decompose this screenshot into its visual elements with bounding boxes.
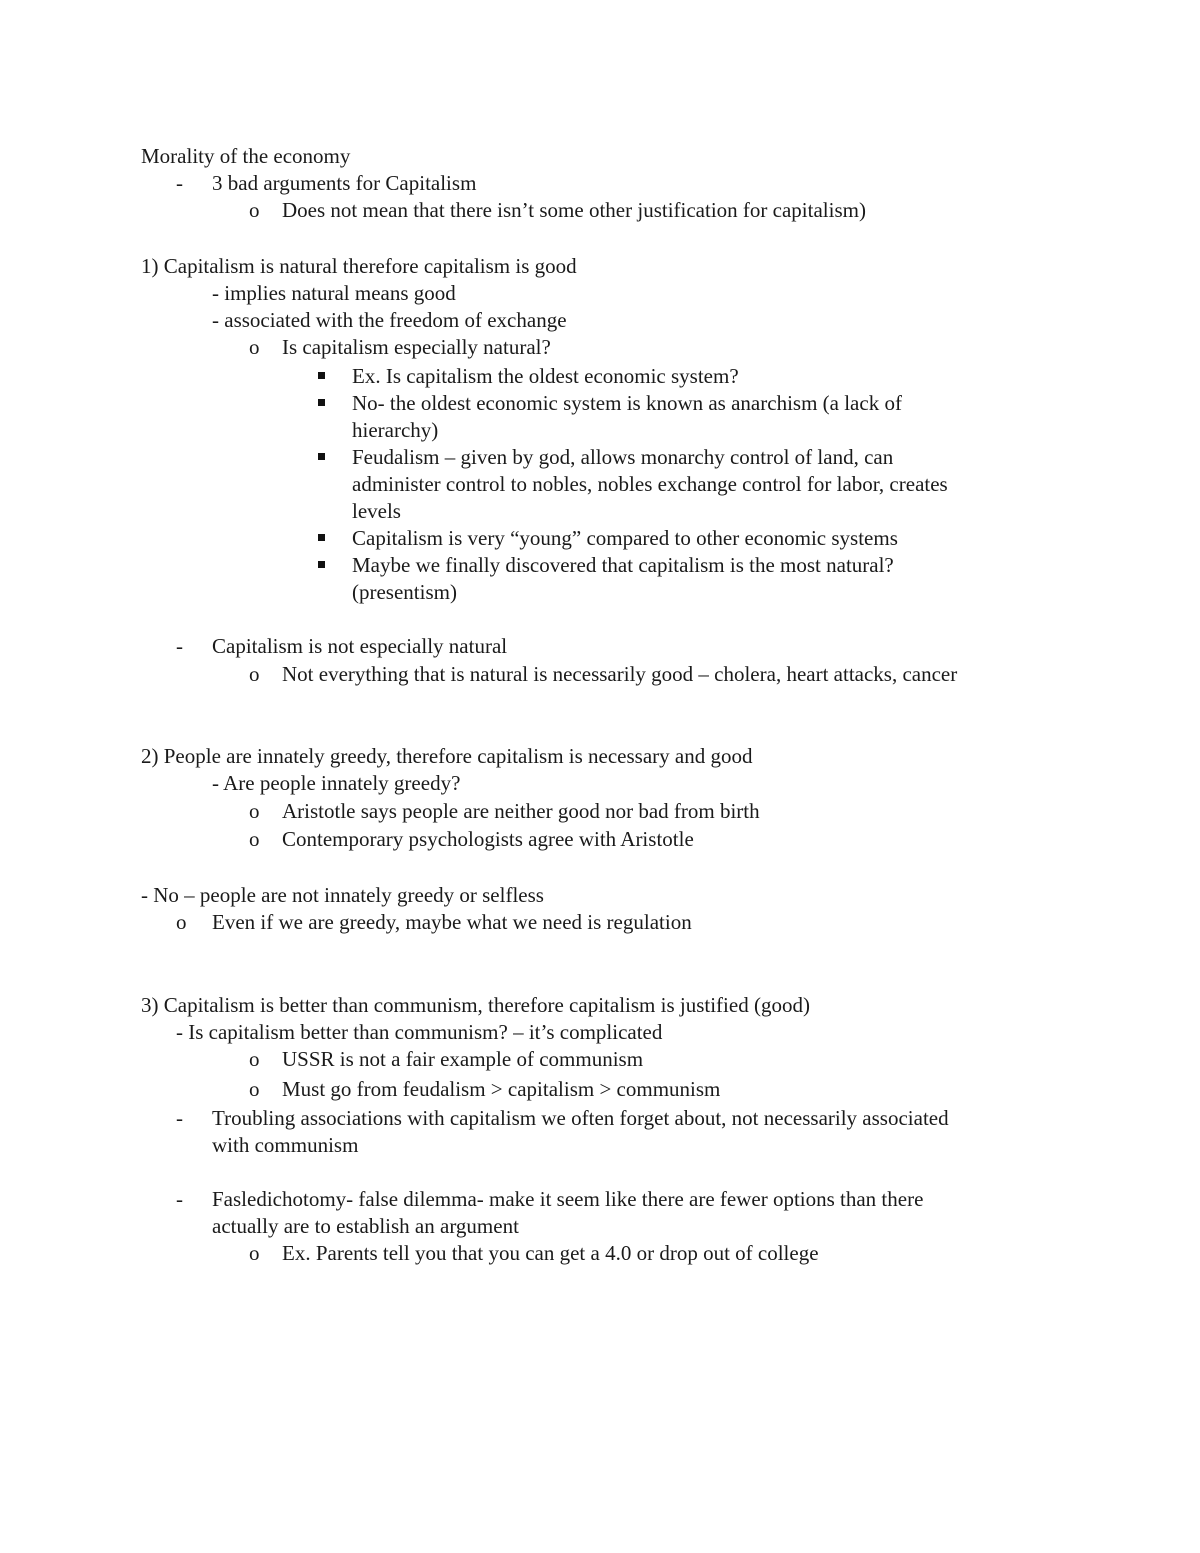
argument-3-question: - Is capitalism better than communism? – it’s complicated [176,1020,663,1044]
argument-2-answer: - No – people are not innately greedy or selfless [141,883,544,907]
square-bullet-icon [318,534,325,541]
argument-2-question: - Are people innately greedy? [212,771,461,795]
argument-1-point: - associated with the freedom of exchange [212,308,567,332]
dash-marker: - [176,1187,183,1211]
argument-1-bullet-continued: hierarchy) [352,418,439,442]
argument-2-subpoint: Contemporary psychologists agree with Aristotle [282,827,694,851]
argument-1-heading: 1) Capitalism is natural therefore capitalism is good [141,254,577,278]
argument-1-point: - implies natural means good [212,281,456,305]
dash-marker: - [176,634,183,658]
argument-1-bullet: Ex. Is capitalism the oldest economic system? [352,364,739,388]
argument-1-bullet: Feudalism – given by god, allows monarchy control of land, can [352,445,894,469]
argument-3-subpoint: Ex. Parents tell you that you can get a 4.0 or drop out of college [282,1241,819,1265]
argument-2-subpoint: Aristotle says people are neither good nor bad from birth [282,799,760,823]
argument-3-subpoint: Must go from feudalism > capitalism > communism [282,1077,721,1101]
circle-bullet-icon: o [249,1077,260,1101]
square-bullet-icon [318,399,325,406]
circle-bullet-icon: o [249,198,260,222]
argument-2-heading: 2) People are innately greedy, therefore capitalism is necessary and good [141,744,753,768]
argument-1-bullet: No- the oldest economic system is known as anarchism (a lack of [352,391,902,415]
square-bullet-icon [318,561,325,568]
argument-1-conclusion: Capitalism is not especially natural [212,634,508,658]
argument-3-heading: 3) Capitalism is better than communism, therefore capitalism is justified (good) [141,993,810,1017]
argument-3-point-continued: actually are to establish an argument [212,1214,519,1238]
argument-1-subpoint: Is capitalism especially natural? [282,335,551,359]
circle-bullet-icon: o [249,335,260,359]
argument-3-subpoint: USSR is not a fair example of communism [282,1047,644,1071]
argument-1-bullet-continued: administer control to nobles, nobles exchange control for labor, creates [352,472,948,496]
dash-marker: - [176,171,183,195]
circle-bullet-icon: o [249,662,260,686]
page-title: Morality of the economy [141,144,351,168]
argument-2-answer-subpoint: Even if we are greedy, maybe what we need is regulation [212,910,692,934]
square-bullet-icon [318,372,325,379]
square-bullet-icon [318,453,325,460]
circle-bullet-icon: o [176,910,187,934]
dash-marker: - [176,1106,183,1130]
argument-1-conclusion-subpoint: Not everything that is natural is necessarily good – cholera, heart attacks, cancer [282,662,958,686]
argument-3-point: Fasledichotomy- false dilemma- make it seem like there are fewer options than there [212,1187,924,1211]
circle-bullet-icon: o [249,799,260,823]
argument-1-bullet: Capitalism is very “young” compared to other economic systems [352,526,898,550]
argument-1-bullet-continued: levels [352,499,401,523]
intro-subpoint: Does not mean that there isn’t some other justification for capitalism) [282,198,866,222]
argument-3-point-continued: with communism [212,1133,359,1157]
argument-1-bullet-continued: (presentism) [352,580,457,604]
argument-1-bullet: Maybe we finally discovered that capitalism is the most natural? [352,553,894,577]
circle-bullet-icon: o [249,1241,260,1265]
intro-point: 3 bad arguments for Capitalism [212,171,477,195]
argument-3-point: Troubling associations with capitalism we often forget about, not necessarily associated [212,1106,949,1130]
circle-bullet-icon: o [249,1047,260,1071]
circle-bullet-icon: o [249,827,260,851]
